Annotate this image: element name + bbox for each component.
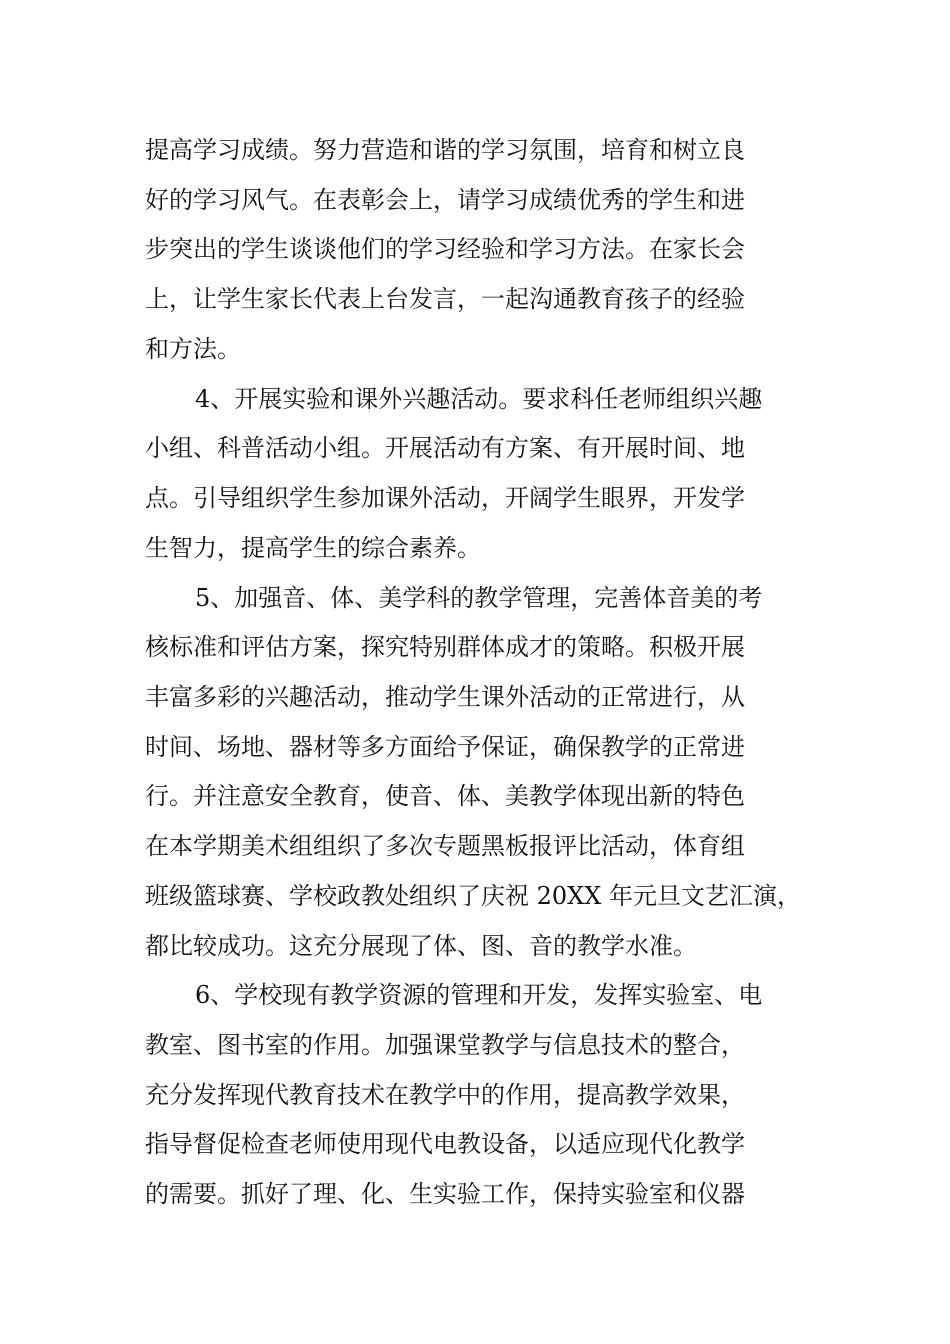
text-line: 行。并注意安全教育，使音、体、美教学体现出新的特色 xyxy=(145,782,745,810)
text-line: 都比较成功。这充分展现了体、图、音的教学水准。 xyxy=(145,932,697,960)
paragraph-4-first-line: 4、开展实验和课外兴趣活动。要求科任老师组织兴趣 xyxy=(195,385,763,413)
text-line: 上，让学生家长代表上台发言，一起沟通教育孩子的经验 xyxy=(145,285,745,313)
text-line: 好的学习风气。在表彰会上，请学习成绩优秀的学生和进 xyxy=(145,186,745,214)
text-line: 指导督促检查老师使用现代电教设备，以适应现代化教学 xyxy=(145,1130,745,1158)
text-line: 教室、图书室的作用。加强课堂教学与信息技术的整合， xyxy=(145,1031,745,1059)
text-line: 和方法。 xyxy=(145,335,241,363)
text-line: 点。引导组织学生参加课外活动，开阔学生眼界，开发学 xyxy=(145,484,745,512)
text-line: 提高学习成绩。努力营造和谐的学习氛围，培育和树立良 xyxy=(145,136,745,164)
text-line: 的需要。抓好了理、化、生实验工作，保持实验室和仪器 xyxy=(145,1180,745,1208)
text-line: 时间、场地、器材等多方面给予保证，确保教学的正常进 xyxy=(145,733,745,761)
paragraph-5-first-line: 5、加强音、体、美学科的教学管理，完善体音美的考 xyxy=(195,584,763,612)
text-line: 丰富多彩的兴趣活动，推动学生课外活动的正常进行，从 xyxy=(145,683,745,711)
text-line: 班级篮球赛、学校政教处组织了庆祝 20XX 年元旦文艺汇演， xyxy=(145,882,801,910)
paragraph-6-first-line: 6、学校现有教学资源的管理和开发，发挥实验室、电 xyxy=(195,981,763,1009)
text-line: 在本学期美术组组织了多次专题黑板报评比活动，体育组 xyxy=(145,832,745,860)
text-line: 步突出的学生谈谈他们的学习经验和学习方法。在家长会 xyxy=(145,235,745,263)
text-line: 生智力，提高学生的综合素养。 xyxy=(145,534,481,562)
text-line: 小组、科普活动小组。开展活动有方案、有开展时间、地 xyxy=(145,434,745,462)
text-line: 充分发挥现代教育技术在教学中的作用，提高教学效果， xyxy=(145,1081,745,1109)
text-line: 核标准和评估方案，探究特别群体成才的策略。积极开展 xyxy=(145,633,745,661)
